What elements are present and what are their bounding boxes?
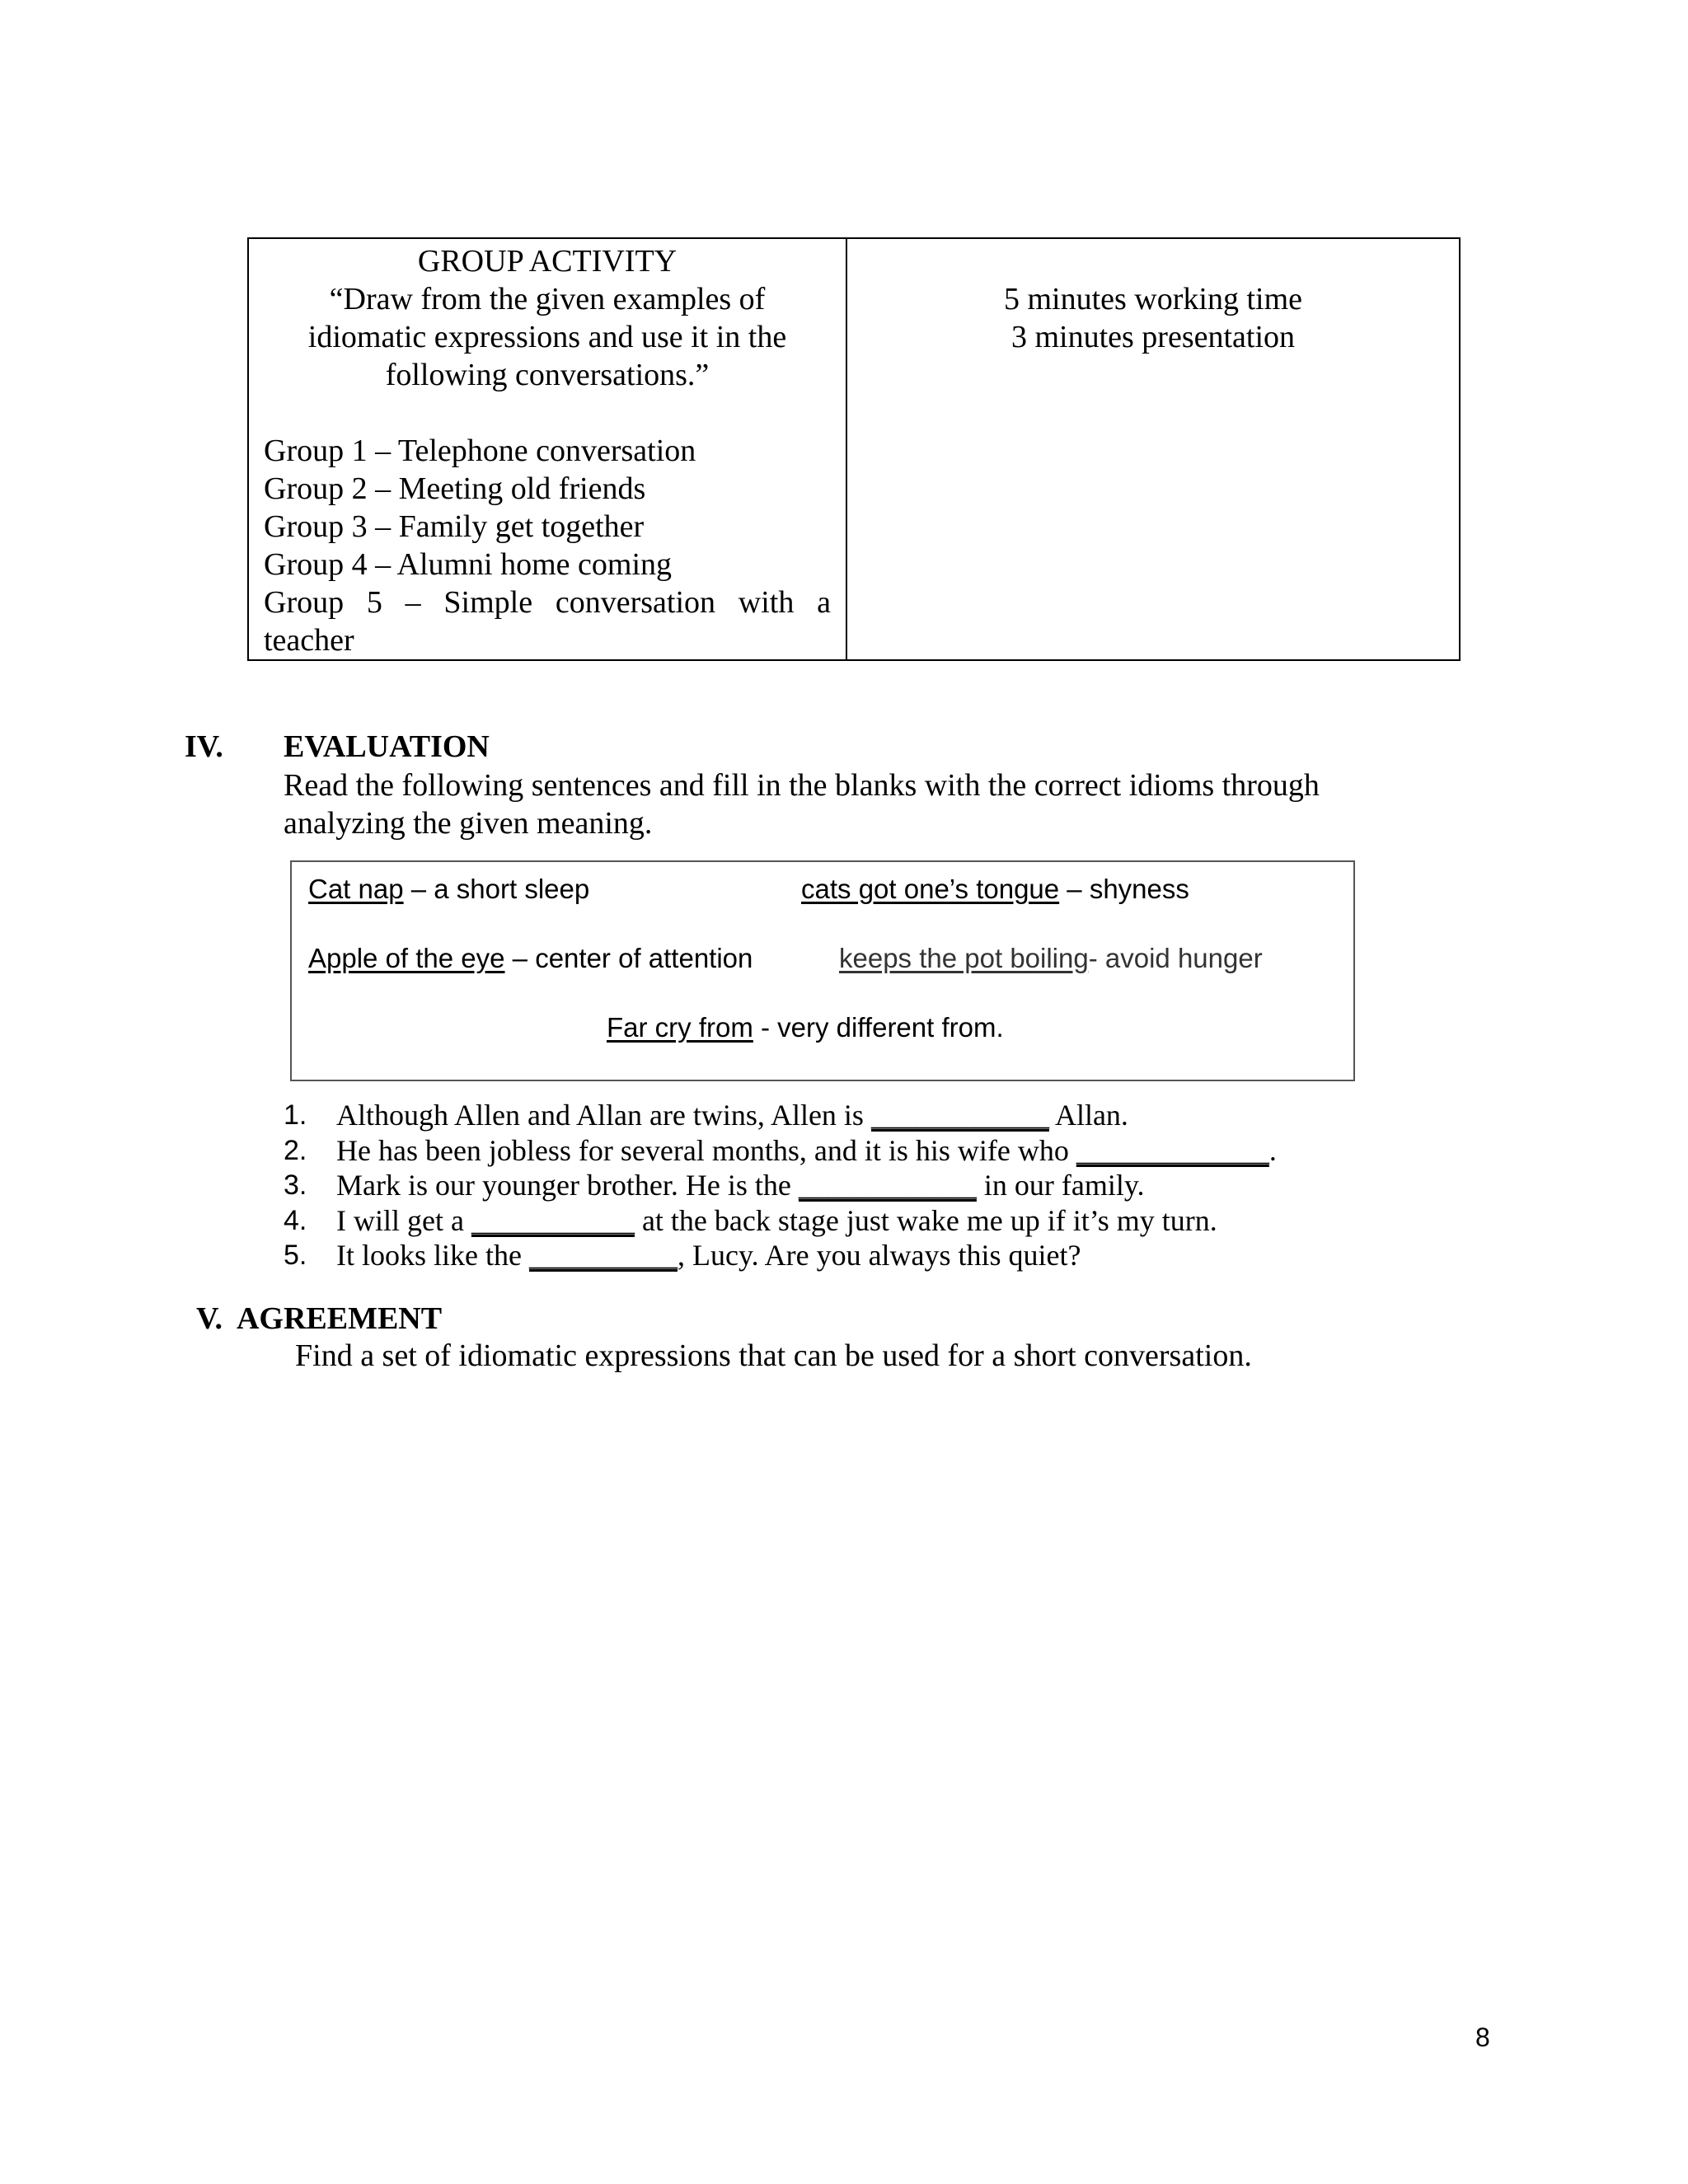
item-text: . <box>1268 1133 1277 1167</box>
idiom-entry <box>308 943 753 974</box>
answer-blank[interactable]: ____________ <box>870 1099 1049 1132</box>
group-item-continuation: teacher <box>264 623 354 658</box>
item-text: , Lucy. Are you always this quiet? <box>677 1239 1081 1272</box>
working-time: 5 minutes working time <box>1003 282 1303 316</box>
list-item <box>284 1203 1277 1239</box>
idiom-meaning: - very different from. <box>753 1012 1004 1043</box>
evaluation-title: EVALUATION <box>284 729 490 764</box>
evaluation-items <box>284 1098 1277 1273</box>
page-number: 8 <box>1475 2022 1490 2052</box>
idiom-term: Apple of the eye <box>308 943 505 973</box>
idiom-term: Far cry from <box>607 1012 753 1043</box>
activity-description-cell <box>249 239 847 659</box>
activity-instruction-line: following conversations.” <box>385 358 710 392</box>
answer-blank[interactable]: _____________ <box>1076 1133 1269 1167</box>
item-text: I will get a <box>336 1203 471 1237</box>
answer-blank[interactable]: __________ <box>528 1239 678 1272</box>
item-text: at the back stage just wake me up if it’s my turn. <box>634 1203 1217 1237</box>
idiom-meaning: – shyness <box>1059 874 1189 904</box>
list-item <box>284 1133 1277 1169</box>
agreement-text: Find a set of idiomatic expressions that can be used for a short conversation. <box>295 1338 1252 1373</box>
item-number: 5. <box>284 1240 307 1271</box>
idiom-term: cats got one’s tongue <box>801 874 1060 904</box>
item-text: It looks like the <box>336 1239 529 1272</box>
presentation-time: 3 minutes presentation <box>1010 320 1296 354</box>
list-item <box>284 1098 1277 1133</box>
item-number: 4. <box>284 1204 307 1236</box>
activity-heading: GROUP ACTIVITY <box>417 244 678 279</box>
list-item <box>284 1168 1277 1203</box>
activity-time-cell <box>847 239 1459 659</box>
idiom-entry <box>308 874 589 905</box>
idiom-box <box>290 860 1355 1081</box>
item-text: He has been jobless for several months, and it is his wife who <box>336 1133 1076 1167</box>
answer-blank[interactable]: ___________ <box>471 1203 635 1237</box>
idiom-term: keeps the pot boiling <box>839 943 1089 973</box>
group-item: Group 2 – Meeting old friends <box>264 471 646 506</box>
group-item: Group 5 – Simple conversation with a <box>264 585 831 620</box>
item-text: Allan. <box>1048 1099 1128 1132</box>
answer-blank[interactable]: ____________ <box>798 1169 977 1202</box>
evaluation-number: IV. <box>185 729 223 764</box>
activity-instruction-line: idiomatic expressions and use it in the <box>307 320 787 354</box>
idiom-meaning: – center of attention <box>504 943 753 973</box>
evaluation-instruction-line: analyzing the given meaning. <box>284 806 653 841</box>
idiom-meaning: – a short sleep <box>403 874 590 904</box>
evaluation-instruction-line: Read the following sentences and fill in the blanks with the correct idioms through <box>284 768 1320 803</box>
group-activity-table <box>247 237 1461 661</box>
group-item: Group 1 – Telephone conversation <box>264 434 696 468</box>
item-number: 2. <box>284 1134 307 1166</box>
activity-instruction-line: “Draw from the given examples of <box>329 282 766 316</box>
group-item: Group 3 – Family get together <box>264 509 645 544</box>
evaluation-instruction <box>284 766 1320 842</box>
idiom-entry <box>839 943 1263 974</box>
list-item <box>284 1238 1277 1273</box>
item-text: Mark is our younger brother. He is the <box>336 1169 799 1202</box>
idiom-entry <box>801 874 1189 905</box>
idiom-entry <box>607 1012 1004 1043</box>
item-text: Although Allen and Allan are twins, Allen is <box>336 1099 871 1132</box>
agreement-heading: V. AGREEMENT <box>196 1301 443 1336</box>
group-item: Group 4 – Alumni home coming <box>264 547 673 582</box>
item-number: 1. <box>284 1099 307 1131</box>
idiom-meaning: - avoid hunger <box>1088 943 1263 973</box>
item-text: in our family. <box>976 1169 1145 1202</box>
idiom-term: Cat nap <box>308 874 404 904</box>
item-number: 3. <box>284 1169 307 1201</box>
